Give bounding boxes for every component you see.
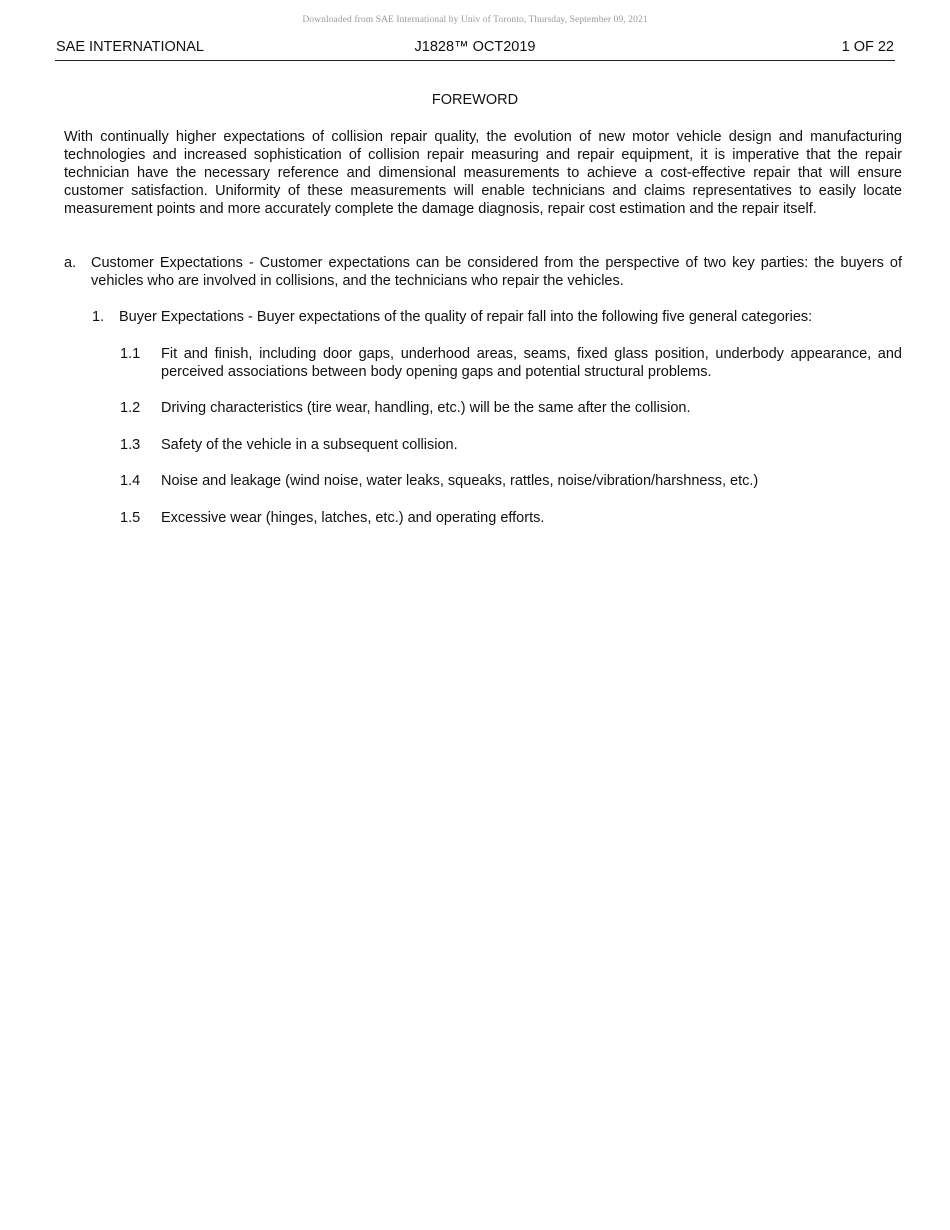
- list-marker: 1.: [92, 309, 105, 325]
- page-header: [55, 38, 895, 61]
- list-item-text: Buyer Expectations - Buyer expectations of the quality of repair fall into the following five general categories:: [119, 309, 813, 325]
- list-item-text: Customer Expectations - Customer expectations can be considered from the perspective of two key parties: the buyers of vehicles who are involved in collisions, and the technicians who repair the vehicles.: [91, 255, 902, 289]
- list-marker: a.: [64, 255, 77, 271]
- list-marker: 1.2: [120, 400, 141, 416]
- header-page-number: 1 OF 22: [841, 39, 894, 55]
- download-watermark: Downloaded from SAE International by Univ of Toronto, Thursday, September 09, 2021: [302, 15, 648, 25]
- intro-paragraph: With continually higher expectations of collision repair quality, the evolution of new motor vehicle design and manufacturing technologies and increased sophistication of collision repair measuring and repair equipment, it is imperative that the repair technician have the necessary reference and dimensional measurements to achieve a cost-effective repair that will ensure customer satisfaction. Uniformity of these measurements will enable technicians and claims representatives to easily locate measurement points and more accurately complete the damage diagnosis, repair cost estimation and the repair itself.: [64, 129, 902, 217]
- list-marker: 1.3: [120, 437, 141, 453]
- list-item-text: Noise and leakage (wind noise, water leaks, squeaks, rattles, noise/vibration/harshness, etc.): [161, 473, 759, 489]
- list-marker: 1.4: [120, 473, 141, 489]
- list-item-text: Excessive wear (hinges, latches, etc.) and operating efforts.: [161, 510, 545, 526]
- header-organization: SAE INTERNATIONAL: [56, 39, 204, 55]
- list-marker: 1.1: [120, 346, 141, 362]
- list-item-text: Driving characteristics (tire wear, handling, etc.) will be the same after the collision.: [161, 400, 691, 416]
- list-item-text: Safety of the vehicle in a subsequent collision.: [161, 437, 458, 453]
- section-title: FOREWORD: [431, 92, 519, 108]
- list-item-text: Fit and finish, including door gaps, underhood areas, seams, fixed glass position, underbody appearance, and perceived associations between body opening gaps and potential structural problems.: [161, 346, 902, 380]
- header-document-id: J1828™ OCT2019: [414, 39, 536, 55]
- list-marker: 1.5: [120, 510, 141, 526]
